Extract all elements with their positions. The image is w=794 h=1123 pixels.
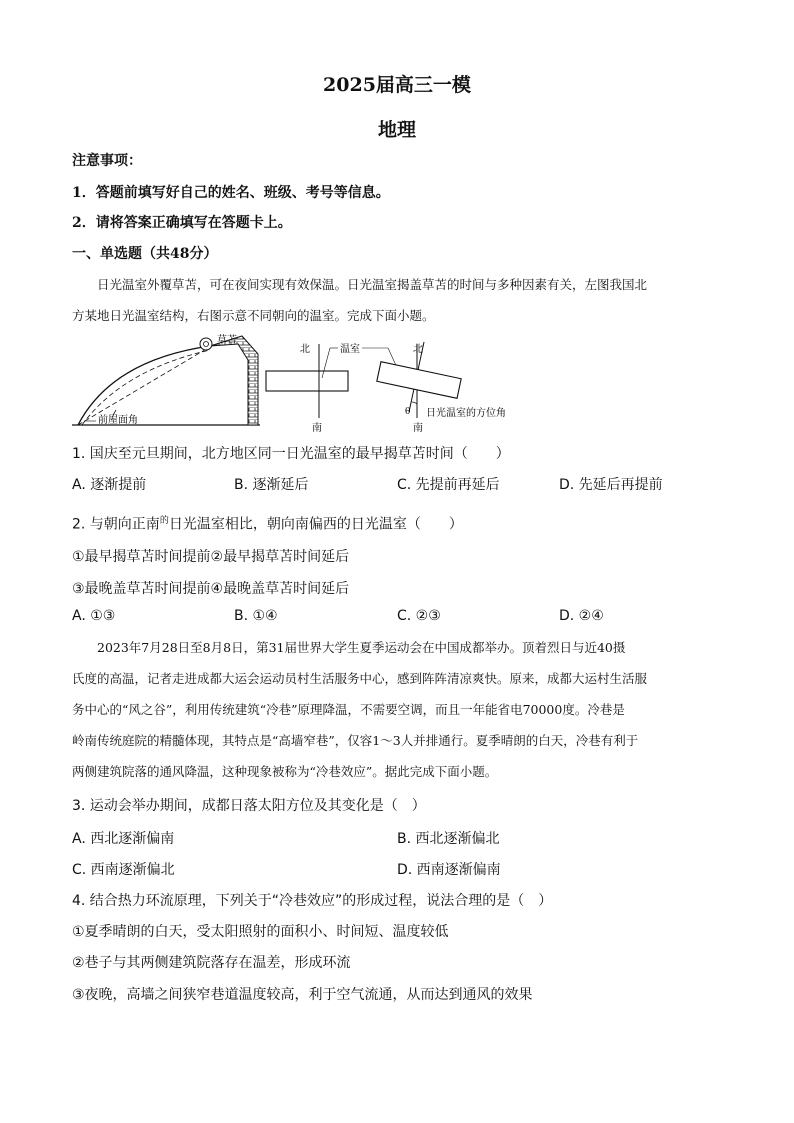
question-3-option-d: D. 西南逐渐偏南 [397,862,501,878]
label-azimuth: 日光温室的方位角 [426,408,506,419]
question-2-option-c: C. ②③ [397,608,441,624]
passage-2-line-3: 务中心的“风之谷”，利用传统建筑“冷巷”原理降温，不需要空调，而且一年能省电70000度。冷巷是 [72,702,625,717]
label-north-2: 北 [413,344,423,355]
passage-2-line-5: 两侧建筑院落的通风降温，这种现象被称为“冷巷效应”。据此完成下面小题。 [72,764,498,779]
question-1-stem: 1. 国庆至元旦期间，北方地区同一日光温室的最早揭草苫时间（ ） [72,446,510,462]
section-heading: 一、单选题（共48分） [72,246,218,262]
question-2-option-b: B. ①④ [234,608,278,624]
question-1-option-b: B. 逐渐延后 [234,477,309,493]
note-item-2: 2．请将答案正确填写在答题卡上。 [72,215,292,231]
question-4-choice-1: ①夏季晴朗的白天，受太阳照射的面积小、时间短、温度较低 [72,924,449,940]
passage-1-line-2: 方某地日光温室结构，右图示意不同朝向的温室。完成下面小题。 [72,308,435,323]
question-2-stem-b: 日光温室相比，朝向南偏西的日光温室（ ） [168,516,463,533]
question-2-stem-a: 2. 与朝向正南 [72,516,160,533]
question-1-option-d: D. 先延后再提前 [559,477,663,493]
exam-title: 2025届高三一模 [323,74,471,96]
question-1-option-a: A. 逐渐提前 [72,477,147,493]
question-2-stem-mark: 的 [159,516,169,526]
greenhouse-figure [72,330,532,436]
subject-title: 地理 [377,119,416,141]
passage-2-line-2: 氏度的高温，记者走进成都大运会运动员村生活服务中心，感到阵阵清凉爽快。原来，成都大运村生活服 [72,671,648,686]
passage-2-line-4: 岭南传统庭院的精髓体现，其特点是“高墙窄巷”，仅容1～3人并排通行。夏季晴朗的白天，冷巷有利于 [72,733,639,748]
greenhouse-diagram [72,330,532,436]
question-3-option-a: A. 西北逐渐偏南 [72,831,175,847]
label-caoshan: 草苫 [217,335,237,346]
label-theta: θ [405,407,411,417]
question-2-option-d: D. ②④ [559,608,604,624]
question-2-option-a: A. ①③ [72,608,116,624]
question-3-stem: 3. 运动会举办期间，成都日落太阳方位及其变化是（ ） [72,798,426,814]
label-wenshi: 温室 [340,344,360,355]
passage-1-line-1: 日光温室外覆草苫，可在夜间实现有效保温。日光温室揭盖草苫的时间与多种因素有关，左图我国北 [97,277,648,292]
question-2-choice-line-1: ①最早揭草苫时间提前②最早揭草苫时间延后 [72,549,350,565]
question-3-option-b: B. 西北逐渐偏北 [397,831,500,847]
passage-1 [72,269,722,331]
notes-heading: 注意事项： [72,153,142,169]
question-2-stem [72,513,463,534]
question-2-choice-line-2: ③最晚盖草苫时间提前④最晚盖草苫时间延后 [72,581,350,597]
passage-2-line-1: 2023年7月28日至8月8日，第31届世界大学生夏季运动会在中国成都举办。顶着烈日与近40摄 [97,640,626,655]
label-qianwu: 前屋面角 [98,415,138,426]
question-4-choice-3: ③夜晚，高墙之间狭窄巷道温度较高，利于空气流通，从而达到通风的效果 [72,987,533,1003]
question-3-option-c: C. 西南逐渐偏北 [72,862,175,878]
label-south-1: 南 [312,423,322,434]
passage-2 [72,632,722,787]
question-4-stem: 4. 结合热力环流原理，下列关于“冷巷效应”的形成过程，说法合理的是（ ） [72,893,553,909]
note-item-1: 1．答题前填写好自己的姓名、班级、考号等信息。 [72,185,390,201]
question-1-option-c: C. 先提前再延后 [397,477,500,493]
label-north-1: 北 [300,344,310,355]
question-4-choice-2: ②巷子与其两侧建筑院落存在温差，形成环流 [72,955,351,971]
label-south-2: 南 [413,423,423,434]
